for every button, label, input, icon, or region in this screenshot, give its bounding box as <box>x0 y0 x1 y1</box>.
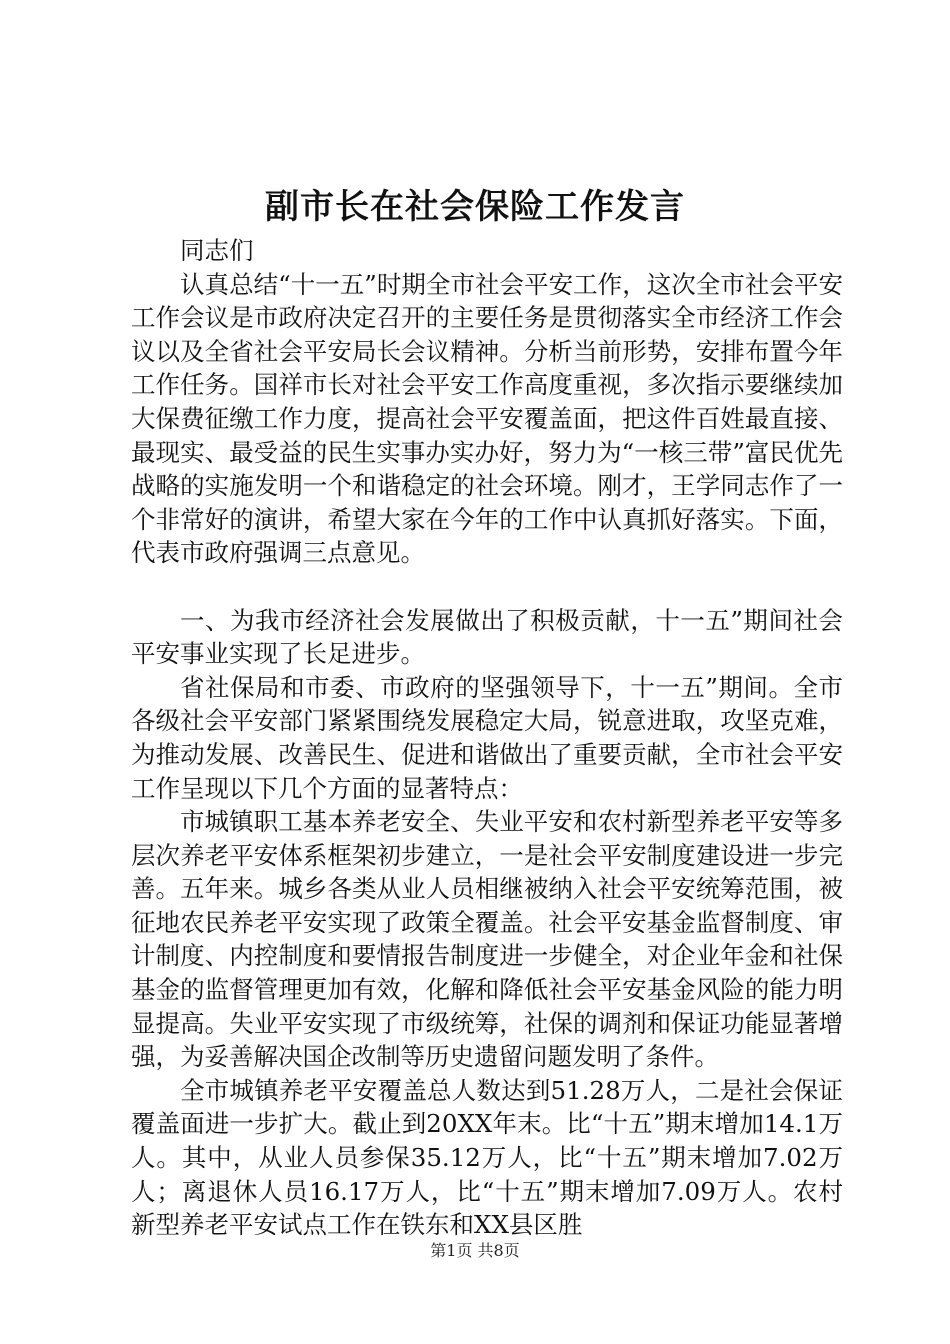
document-body <box>131 234 843 1242</box>
page-footer: 第1页 共8页 <box>430 1241 520 1260</box>
paragraph-intro: 认真总结“十一五”时期全市社会平安工作，这次全市社会平安工作会议是市政府决定召开的主要任务是贯彻落实全市经济工作会议以及全省社会平安局长会议精神。分析当前形势，安排布置今年工作任务。国祥市长对社会平安工作高度重视，多次指示要继续加大保费征缴工作力度，提高社会平安覆盖面，把这件百姓最直接、最现实、最受益的民生实事办实办好，努力为“一核三带”富民优先战略的实施发明一个和谐稳定的社会环境。刚才，王学同志作了一个非常好的演讲，希望大家在今年的工作中认真抓好落实。下面，代表市政府强调三点意见。 <box>131 269 843 568</box>
salutation: 同志们 <box>180 236 254 265</box>
paragraph-coverage: 全市城镇养老平安覆盖总人数达到51.28万人，二是社会保证覆盖面进一步扩大。截止到20XX年末。比“十五”期末增加14.1万人。其中，从业人员参保35.12万人，比“十五”期末增加7.02万人；离退休人员16.17万人，比“十五”期末增加7.09万人。农村新型养老平安试点工作在铁东和XX县区胜 <box>131 1075 843 1240</box>
paragraph-system: 市城镇职工基本养老安全、失业平安和农村新型养老平安等多层次养老平安体系框架初步建立，一是社会平安制度建设进一步完善。五年来。城乡各类从业人员相继被纳入社会平安统筹范围，被征地农民养老平安实现了政策全覆盖。社会平安基金监督制度、审计制度、内控制度和要情报告制度进一步健全，对企业年金和社保基金的监督管理更加有效，化解和降低社会平安基金风险的能力明显提高。失业平安实现了市级统筹，社保的调剂和保证功能显著增强，为妥善解决国企改制等历史遗留问题发明了条件。 <box>131 807 843 1072</box>
paragraph-leadership: 省社保局和市委、市政府的坚强领导下，十一五”期间。全市各级社会平安部门紧紧围绕发展稳定大局，锐意进取，攻坚克难，为推动发展、改善民生、促进和谐做出了重要贡献，全市社会平安工作呈现以下几个方面的显著特点： <box>131 672 843 803</box>
document-title: 副市长在社会保险工作发言 <box>265 187 685 227</box>
section-heading-1: 一、为我市经济社会发展做出了积极贡献，十一五”期间社会平安事业实现了长足进步。 <box>131 605 843 669</box>
